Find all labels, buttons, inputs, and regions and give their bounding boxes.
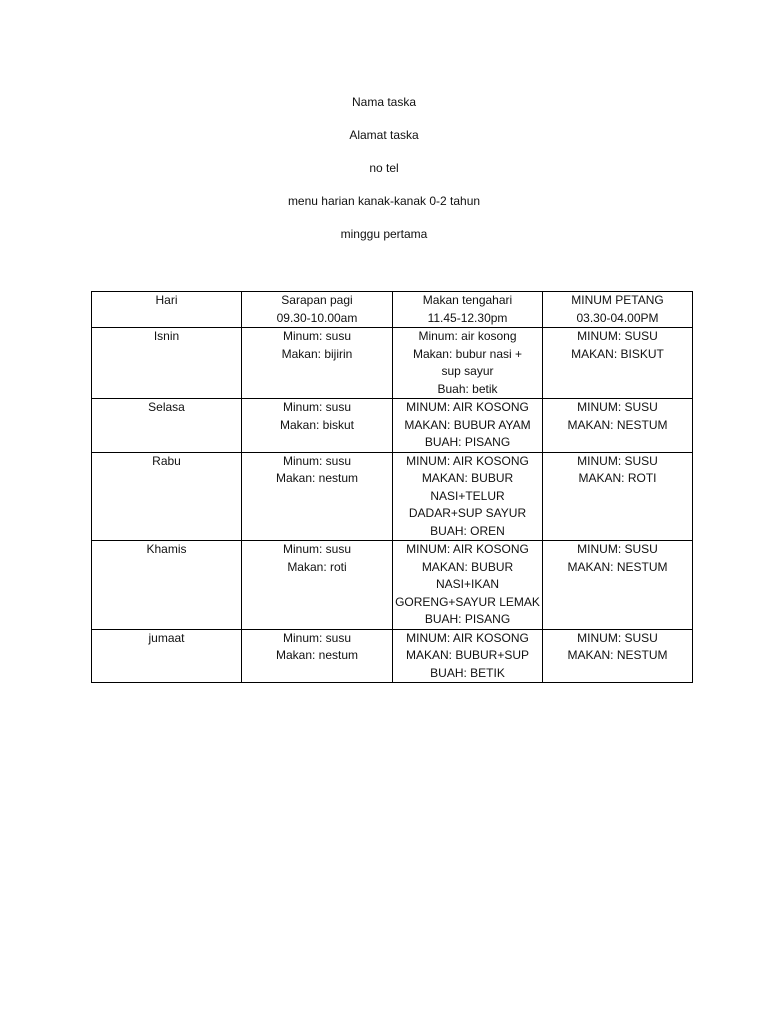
breakfast-cell xyxy=(242,452,393,541)
day-label: Khamis xyxy=(146,542,187,556)
breakfast-cell xyxy=(242,629,393,683)
header-time: 11.45-12.30pm xyxy=(427,310,508,325)
menu-line: MAKAN: BUBUR AYAM xyxy=(404,417,531,432)
header-makan-tengahari xyxy=(393,292,543,328)
menu-table xyxy=(91,291,693,683)
lunch-cell xyxy=(393,452,543,541)
table-row xyxy=(92,328,693,399)
menu-line: BUAH: OREN xyxy=(430,523,505,538)
week-label: minggu pertama xyxy=(340,227,428,241)
day-cell xyxy=(92,399,242,453)
header-time: 09.30-10.00am xyxy=(276,310,358,325)
header-sarapan xyxy=(242,292,393,328)
menu-line: Minum: air kosong xyxy=(418,329,517,343)
breakfast-cell xyxy=(242,541,393,630)
header-minum-petang xyxy=(543,292,693,328)
menu-line: Buah: betik xyxy=(437,381,498,396)
day-cell xyxy=(92,328,242,399)
day-cell xyxy=(92,629,242,683)
menu-line: Makan: bijirin xyxy=(281,346,353,361)
menu-line: MAKAN: BUBUR xyxy=(421,471,514,485)
menu-line: Makan: roti xyxy=(287,559,347,574)
menu-line: Minum: susu xyxy=(282,329,352,343)
menu-line: MINUM: SUSU xyxy=(577,453,658,468)
menu-line: MINUM: AIR KOSONG xyxy=(406,630,529,645)
table-row xyxy=(92,399,693,453)
day-cell xyxy=(92,541,242,630)
menu-title: menu harian kanak-kanak 0-2 tahun xyxy=(287,194,481,208)
header-line: Hari xyxy=(155,293,178,307)
menu-line: DADAR+SUP SAYUR xyxy=(408,506,527,520)
menu-line: MINUM: SUSU xyxy=(577,630,658,645)
menu-line: Makan: nestum xyxy=(275,648,359,662)
menu-line: MINUM: AIR KOSONG xyxy=(406,453,529,468)
menu-line: MINUM: AIR KOSONG xyxy=(406,542,529,556)
menu-line: sup sayur xyxy=(441,364,494,378)
menu-line: MAKAN: NESTUM xyxy=(567,648,668,662)
tea-cell xyxy=(543,399,693,453)
header-time: 03.30-04.00PM xyxy=(576,310,659,325)
menu-line: MINUM: AIR KOSONG xyxy=(406,400,529,414)
header-line: MINUM PETANG xyxy=(571,293,664,307)
menu-line: Minum: susu xyxy=(282,630,352,645)
menu-line: MAKAN: BUBUR xyxy=(421,559,514,574)
day-cell xyxy=(92,452,242,541)
tea-cell xyxy=(543,452,693,541)
table-row xyxy=(92,629,693,683)
menu-line: BUAH: BETIK xyxy=(430,665,505,680)
header-line: Makan tengahari xyxy=(422,293,513,307)
menu-line: NASI+TELUR xyxy=(430,488,505,503)
menu-line: Minum: susu xyxy=(282,453,352,468)
menu-line: MINUM: SUSU xyxy=(577,542,658,556)
day-label: Isnin xyxy=(153,329,180,343)
menu-line: MAKAN: NESTUM xyxy=(567,559,668,574)
menu-line: Minum: susu xyxy=(282,542,352,556)
breakfast-cell xyxy=(242,399,393,453)
menu-line: GORENG+SAYUR LEMAK xyxy=(395,594,540,609)
menu-line: MINUM: SUSU xyxy=(577,329,658,343)
no-tel: no tel xyxy=(369,161,399,175)
day-label: Selasa xyxy=(148,400,185,414)
menu-line: MAKAN: ROTI xyxy=(578,471,657,485)
header-line: Sarapan pagi xyxy=(281,293,353,307)
lunch-cell xyxy=(393,629,543,683)
menu-line: Makan: biskut xyxy=(279,417,355,432)
lunch-cell xyxy=(393,328,543,399)
header-hari xyxy=(92,292,242,328)
tea-cell xyxy=(543,541,693,630)
menu-line: NASI+IKAN xyxy=(435,577,500,591)
breakfast-cell xyxy=(242,328,393,399)
menu-line: MINUM: SUSU xyxy=(577,400,658,414)
day-label: Rabu xyxy=(152,453,181,468)
menu-line: MAKAN: BUBUR+SUP xyxy=(405,648,530,662)
menu-line: MAKAN: BISKUT xyxy=(571,346,664,361)
day-label: jumaat xyxy=(148,630,185,645)
lunch-cell xyxy=(393,399,543,453)
tea-cell xyxy=(543,328,693,399)
menu-line: MAKAN: NESTUM xyxy=(567,417,668,432)
menu-line: Makan: bubur nasi + xyxy=(412,346,523,361)
nama-taska: Nama taska xyxy=(351,95,417,109)
menu-line: Makan: nestum xyxy=(275,471,359,485)
table-header-row xyxy=(92,292,693,328)
table-row xyxy=(92,541,693,630)
table-row xyxy=(92,452,693,541)
menu-line: BUAH: PISANG xyxy=(424,435,511,449)
tea-cell xyxy=(543,629,693,683)
menu-line: Minum: susu xyxy=(282,400,352,414)
alamat-taska: Alamat taska xyxy=(349,128,419,142)
menu-line: BUAH: PISANG xyxy=(424,612,511,626)
lunch-cell xyxy=(393,541,543,630)
